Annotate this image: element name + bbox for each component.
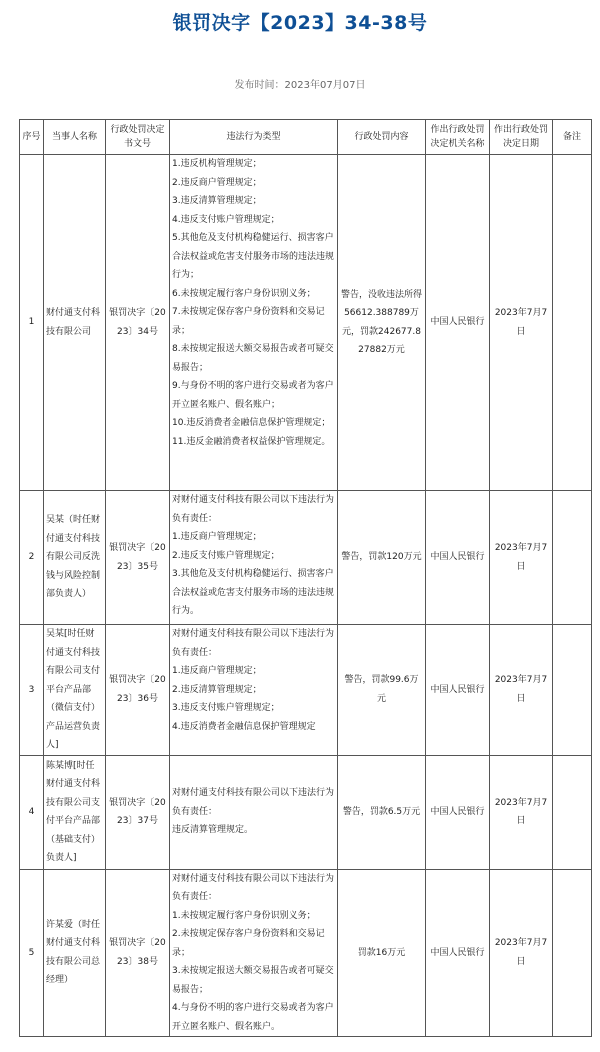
- cell-no: 1: [20, 155, 44, 491]
- violation-item: 3.未按规定报送大额交易报告或者可疑交易报告；: [172, 966, 334, 995]
- cell-party: 吴某[时任财付通支付科技有限公司支付平台产品部（微信支付）产品运营负责人]: [44, 625, 106, 756]
- column-header-violations: 违法行为类型: [170, 120, 338, 155]
- violation-item: 3.其他危及支付机构稳健运行、损害客户合法权益或危害支付服务市场的违法违规行为。: [172, 569, 335, 616]
- cell-penalty: 警告，没收违法所得56612.388789万元，罚款242677.827882万元: [338, 155, 426, 491]
- violation-item: 1.违反商户管理规定；: [172, 666, 262, 676]
- table-row: [20, 491, 592, 625]
- violation-item: 对财付通支付科技有限公司以下违法行为负有责任：: [172, 788, 335, 817]
- violation-item: 5.其他危及支付机构稳健运行、损害客户合法权益或危害支付服务市场的违法违规行为；: [172, 233, 335, 280]
- cell-penalty: 罚款16万元: [338, 869, 426, 1037]
- violation-item: 7.未按规定保存客户身份资料和交易记录；: [172, 307, 325, 336]
- violation-item: 3.违反支付账户管理规定；: [172, 703, 280, 713]
- cell-remark: [553, 869, 592, 1037]
- cell-party: 许某爱（时任财付通支付科技有限公司总经理）: [44, 869, 106, 1037]
- violation-item: 2.未按规定保存客户身份资料和交易记录；: [172, 929, 325, 958]
- violation-item: 1.未按规定履行客户身份识别义务；: [172, 910, 316, 921]
- violation-item: 10.违反消费者金融信息保护管理规定；: [172, 418, 331, 428]
- column-header-doc-no: 行政处罚决定书文号: [106, 120, 170, 155]
- cell-violations: [170, 155, 338, 491]
- violation-item: 9.与身份不明的客户进行交易或者为客户开立匿名账户、假名账户；: [172, 381, 334, 410]
- cell-party: 财付通支付科技有限公司: [44, 155, 106, 491]
- column-header-remark: 备注: [553, 120, 592, 155]
- cell-doc-no: 银罚决字〔2023〕35号: [106, 491, 170, 625]
- column-header-date: 作出行政处罚决定日期: [490, 120, 553, 155]
- cell-remark: [553, 755, 592, 869]
- cell-doc-no: 银罚决字〔2023〕37号: [106, 755, 170, 869]
- column-header-party: 当事人名称: [44, 120, 106, 155]
- violation-item: 2.违反商户管理规定；: [172, 177, 262, 188]
- cell-penalty: 警告，罚款99.6万元: [338, 625, 426, 756]
- cell-authority: 中国人民银行: [426, 491, 490, 625]
- cell-authority: 中国人民银行: [426, 625, 490, 756]
- cell-no: 2: [20, 491, 44, 625]
- cell-authority: 中国人民银行: [426, 155, 490, 491]
- violation-item: 2.违反清算管理规定；: [172, 684, 262, 695]
- table-row: [20, 155, 592, 491]
- violation-item: 违反清算管理规定。: [172, 825, 254, 836]
- cell-doc-no: 银罚决字〔2023〕38号: [106, 869, 170, 1037]
- column-header-penalty: 行政处罚内容: [338, 120, 426, 155]
- cell-no: 4: [20, 755, 44, 869]
- violation-item: 4.违反消费者金融信息保护管理规定: [172, 721, 316, 732]
- violation-item: 11.违反金融消费者权益保护管理规定。: [172, 436, 331, 447]
- cell-doc-no: 银罚决字〔2023〕34号: [106, 155, 170, 491]
- violation-item: 对财付通支付科技有限公司以下违法行为负有责任：: [172, 873, 335, 902]
- table-row: [20, 625, 592, 756]
- violation-item: 8.未按规定报送大额交易报告或者可疑交易报告；: [172, 344, 334, 373]
- penalty-table: [19, 119, 592, 1037]
- table-row: [20, 869, 592, 1037]
- violation-item: 对财付通支付科技有限公司以下违法行为负有责任：: [172, 495, 335, 524]
- cell-date: 2023年7月7日: [490, 755, 553, 869]
- cell-violations: [170, 755, 338, 869]
- cell-date: 2023年7月7日: [490, 491, 553, 625]
- cell-penalty: 警告，罚款6.5万元: [338, 755, 426, 869]
- cell-violations: [170, 625, 338, 756]
- cell-no: 5: [20, 869, 44, 1037]
- violation-item: 1.违反机构管理规定；: [172, 159, 262, 169]
- cell-violations: [170, 869, 338, 1037]
- publish-time: 发布时间：2023年07月07日: [234, 80, 366, 91]
- cell-party: 吴某（时任财付通支付科技有限公司反洗钱与风险控制部负责人）: [44, 491, 106, 625]
- violation-item: 4.违反支付账户管理规定；: [172, 214, 280, 225]
- table-row: [20, 755, 592, 869]
- cell-remark: [553, 491, 592, 625]
- violation-item: 对财付通支付科技有限公司以下违法行为负有责任：: [172, 629, 335, 658]
- column-header-authority: 作出行政处罚决定机关名称: [426, 120, 490, 155]
- cell-date: 2023年7月7日: [490, 869, 553, 1037]
- cell-remark: [553, 155, 592, 491]
- cell-authority: 中国人民银行: [426, 869, 490, 1037]
- cell-authority: 中国人民银行: [426, 755, 490, 869]
- violation-item: 1.违反商户管理规定；: [172, 532, 262, 542]
- cell-doc-no: 银罚决字〔2023〕36号: [106, 625, 170, 756]
- violation-item: 6.未按规定履行客户身份识别义务；: [172, 288, 316, 299]
- cell-penalty: 警告，罚款120万元: [338, 491, 426, 625]
- cell-date: 2023年7月7日: [490, 155, 553, 491]
- page-title: 银罚决字【2023】34-38号: [172, 12, 428, 34]
- table-header-row: [20, 120, 592, 155]
- column-header-no: 序号: [20, 120, 44, 155]
- cell-no: 3: [20, 625, 44, 756]
- violation-item: 4.与身份不明的客户进行交易或者为客户开立匿名账户、假名账户。: [172, 1003, 334, 1032]
- cell-remark: [553, 625, 592, 756]
- violation-item: 2.违反支付账户管理规定；: [172, 550, 280, 561]
- cell-violations: [170, 491, 338, 625]
- violation-item: 3.违反清算管理规定；: [172, 196, 262, 206]
- cell-party: 陈某博[时任财付通支付科技有限公司支付平台产品部（基础支付）负责人]: [44, 755, 106, 869]
- cell-date: 2023年7月7日: [490, 625, 553, 756]
